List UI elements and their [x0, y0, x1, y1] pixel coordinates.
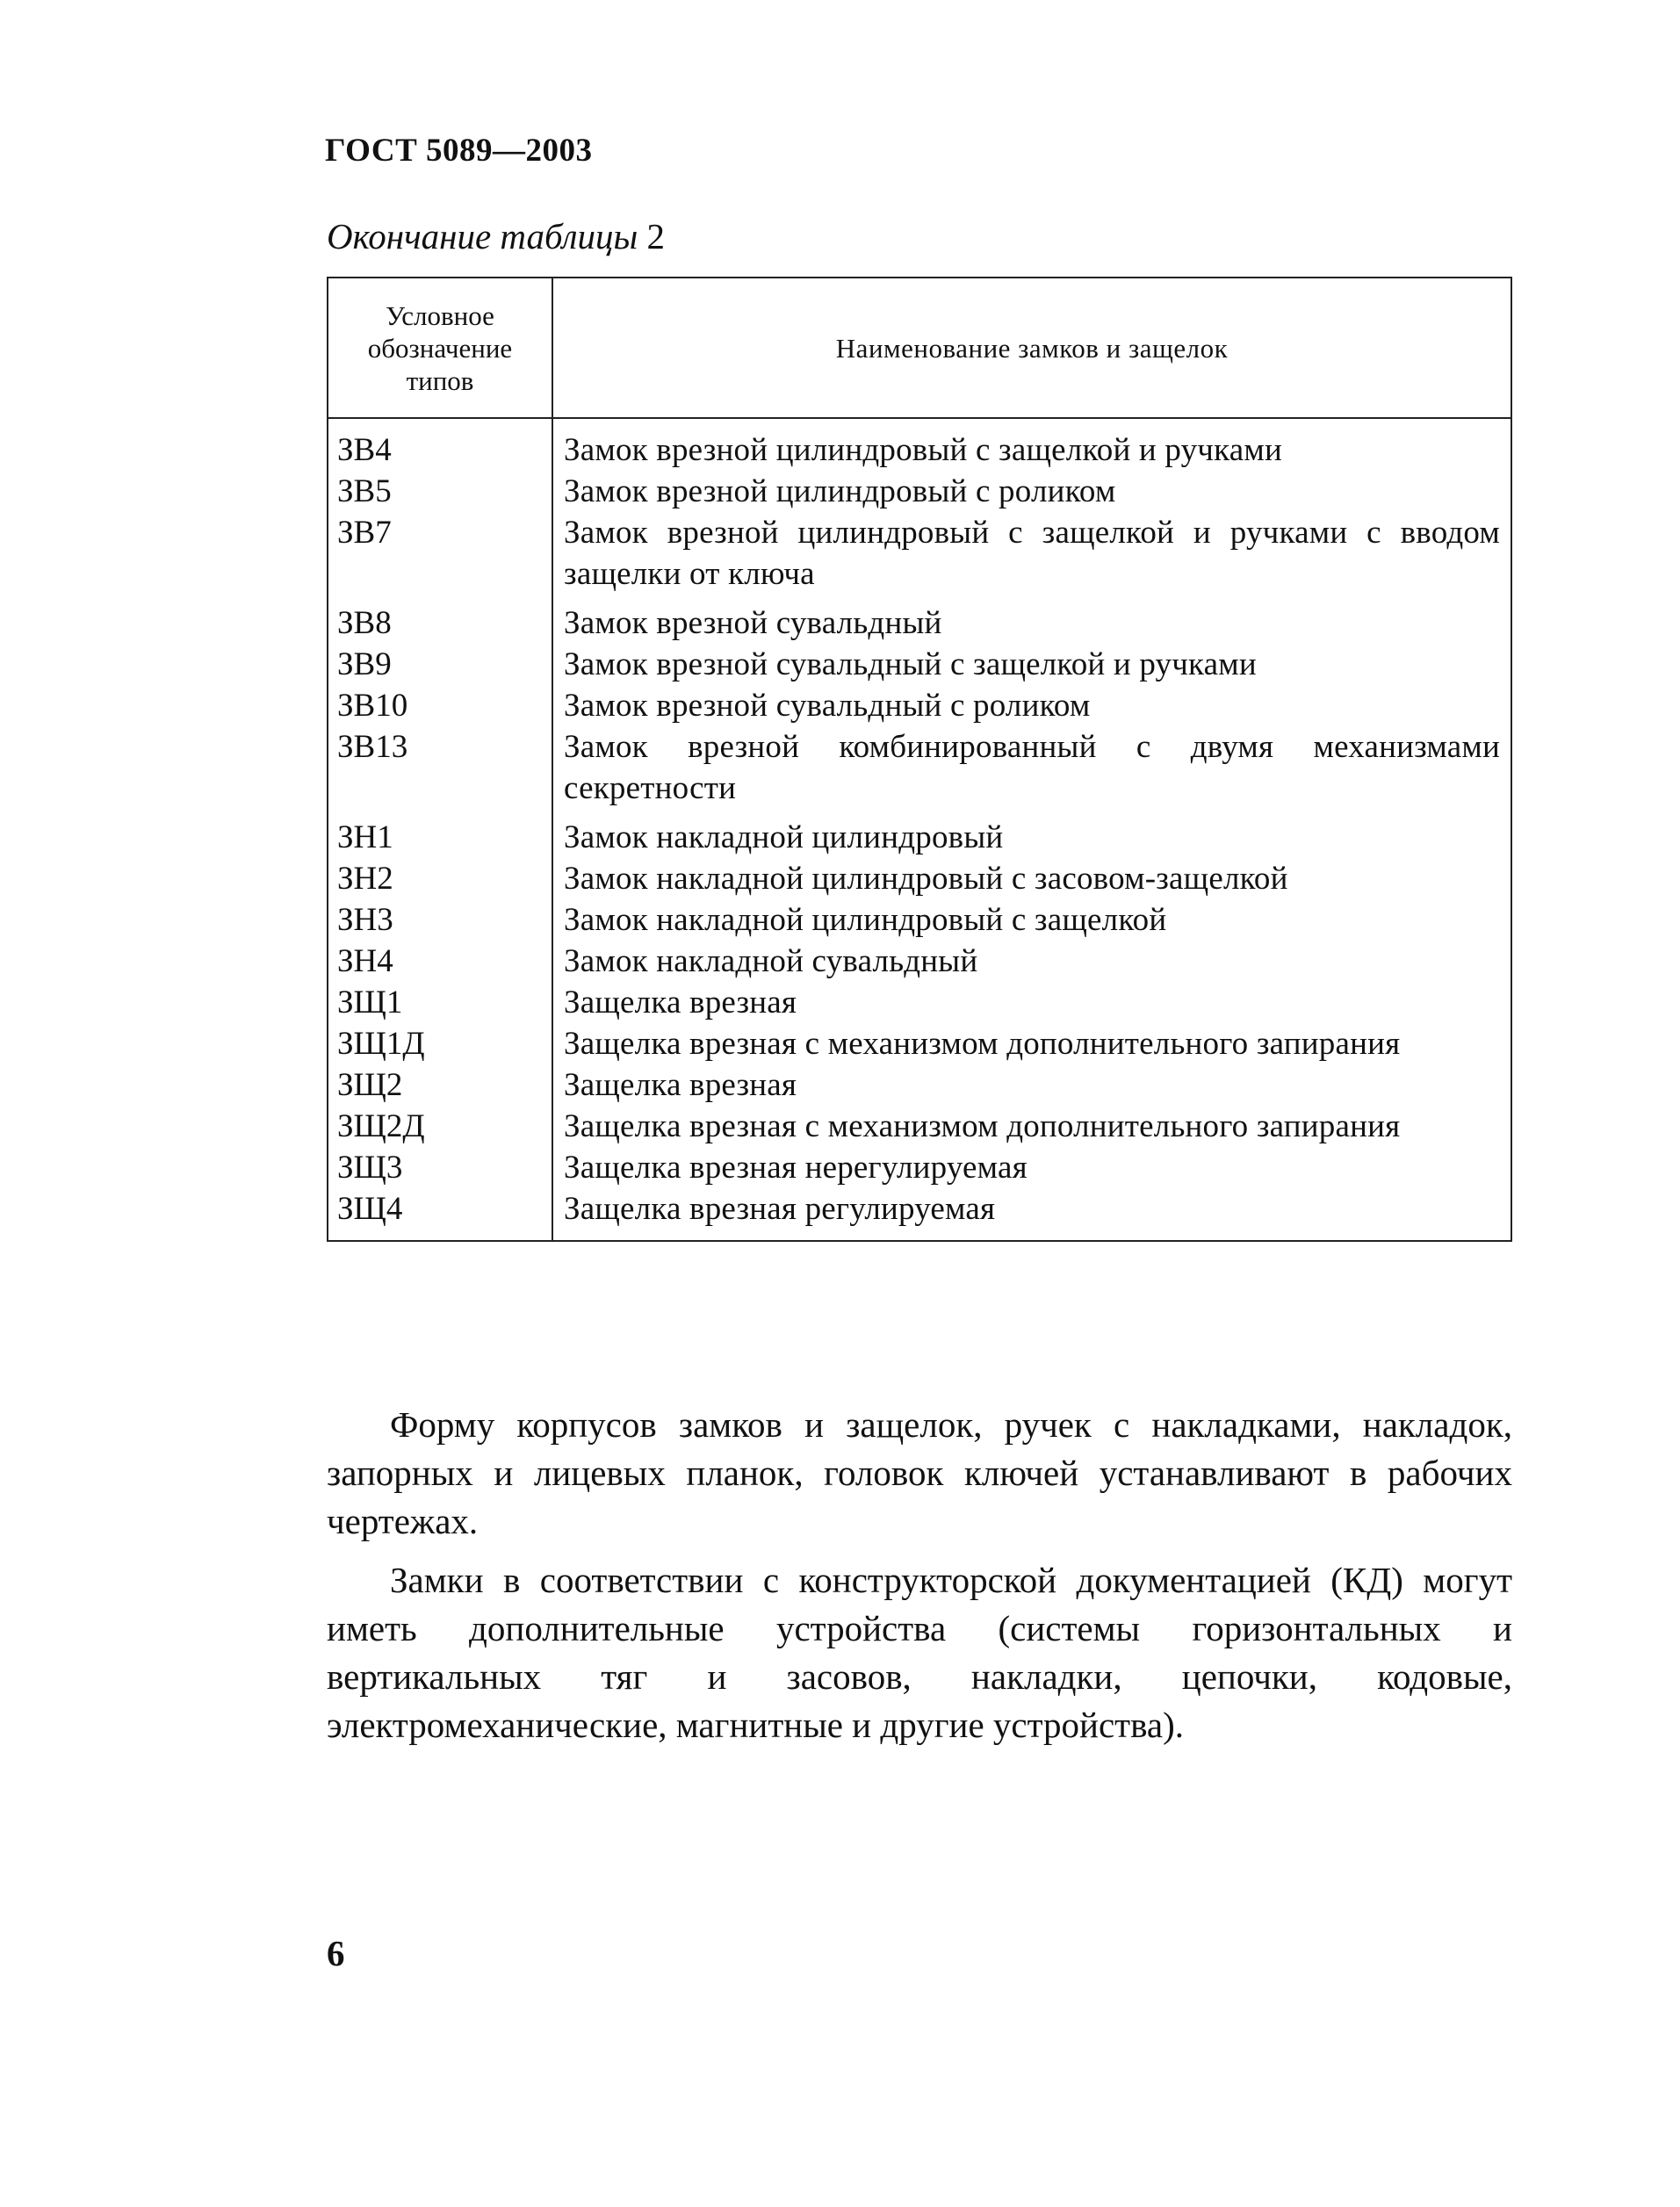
type-name-cell: Замок накладной цилиндровый с защелкой — [552, 899, 1511, 941]
table-row — [328, 982, 1511, 1023]
table-row — [328, 512, 1511, 595]
table-row — [328, 471, 1511, 512]
table-row — [328, 726, 1511, 809]
table-caption-number: 2 — [646, 216, 666, 256]
type-code-cell: ЗН3 — [328, 899, 552, 941]
type-name-cell: Замок врезной комбинированный с двумя механизмами секретности — [552, 726, 1511, 809]
table-row — [328, 1064, 1511, 1106]
type-code-cell: ЗВ7 — [328, 512, 552, 595]
type-name-cell: Защелка врезная нерегулируемая — [552, 1147, 1511, 1188]
type-code-cell: ЗВ5 — [328, 471, 552, 512]
table-row — [328, 1147, 1511, 1188]
table-row — [328, 1106, 1511, 1147]
table-row — [328, 685, 1511, 726]
type-name-cell: Защелка врезная с механизмом дополнительного запирания — [552, 1023, 1511, 1064]
type-name-cell: Защелка врезная — [552, 982, 1511, 1023]
type-code-cell: ЗВ10 — [328, 685, 552, 726]
page-number: 6 — [327, 1933, 345, 1973]
table-row — [328, 595, 1511, 644]
type-name-cell: Замок накладной цилиндровый с засовом-защелкой — [552, 858, 1511, 899]
type-name-cell: Замок врезной сувальдный — [552, 595, 1511, 644]
table-row — [328, 1188, 1511, 1241]
type-name-cell: Защелка врезная — [552, 1064, 1511, 1106]
table-caption-text: Окончание таблицы — [327, 216, 638, 256]
type-name-cell: Замок врезной цилиндровый с роликом — [552, 471, 1511, 512]
type-name-cell: Замок врезной цилиндровый с защелкой и ручками с вводом защелки от ключа — [552, 512, 1511, 595]
type-code-cell: ЗЩ1Д — [328, 1023, 552, 1064]
type-name-cell: Замок врезной цилиндровый с защелкой и ручками — [552, 418, 1511, 471]
table-row — [328, 644, 1511, 685]
paragraph: Замки в соответствии с конструкторской документацией (КД) могут иметь дополнительные устройства (системы горизонтальных и вертикальных тяг и засовов, накладки, цепочки, кодовые, электромеханические, магнитные и другие устройства). — [327, 1560, 1512, 1745]
type-code-cell: ЗЩ4 — [328, 1188, 552, 1241]
table-row — [328, 809, 1511, 858]
table-caption — [327, 215, 665, 257]
type-name-cell: Замок накладной сувальдный — [552, 941, 1511, 982]
type-code-cell: ЗЩ2Д — [328, 1106, 552, 1147]
type-code-cell: ЗВ8 — [328, 595, 552, 644]
column-header-name: Наименование замков и защелок — [552, 278, 1511, 418]
table-row — [328, 941, 1511, 982]
lock-types-table — [327, 277, 1512, 1242]
type-name-cell: Замок врезной сувальдный с роликом — [552, 685, 1511, 726]
table-row — [328, 1023, 1511, 1064]
document-title: ГОСТ 5089—2003 — [325, 133, 593, 169]
type-code-cell: ЗВ4 — [328, 418, 552, 471]
table-row — [328, 899, 1511, 941]
type-code-cell: ЗЩ1 — [328, 982, 552, 1023]
table-row — [328, 418, 1511, 471]
type-code-cell: ЗЩ2 — [328, 1064, 552, 1106]
type-code-cell: ЗЩ3 — [328, 1147, 552, 1188]
table-header-row — [328, 278, 1511, 418]
type-name-cell: Замок врезной сувальдный с защелкой и ручками — [552, 644, 1511, 685]
type-code-cell: ЗВ9 — [328, 644, 552, 685]
body-text — [327, 1401, 1512, 1760]
paragraph: Форму корпусов замков и защелок, ручек с накладками, накладок, запорных и лицевых планок, головок ключей устанавливают в рабочих чертежах. — [327, 1404, 1512, 1541]
table-row — [328, 858, 1511, 899]
type-name-cell: Защелка врезная регулируемая — [552, 1188, 1511, 1241]
type-code-cell: ЗН4 — [328, 941, 552, 982]
column-header-code: Условное обозначение типов — [328, 278, 552, 418]
type-name-cell: Защелка врезная с механизмом дополнительного запирания — [552, 1106, 1511, 1147]
type-code-cell: ЗН1 — [328, 809, 552, 858]
type-code-cell: ЗВ13 — [328, 726, 552, 809]
type-name-cell: Замок накладной цилиндровый — [552, 809, 1511, 858]
type-code-cell: ЗН2 — [328, 858, 552, 899]
